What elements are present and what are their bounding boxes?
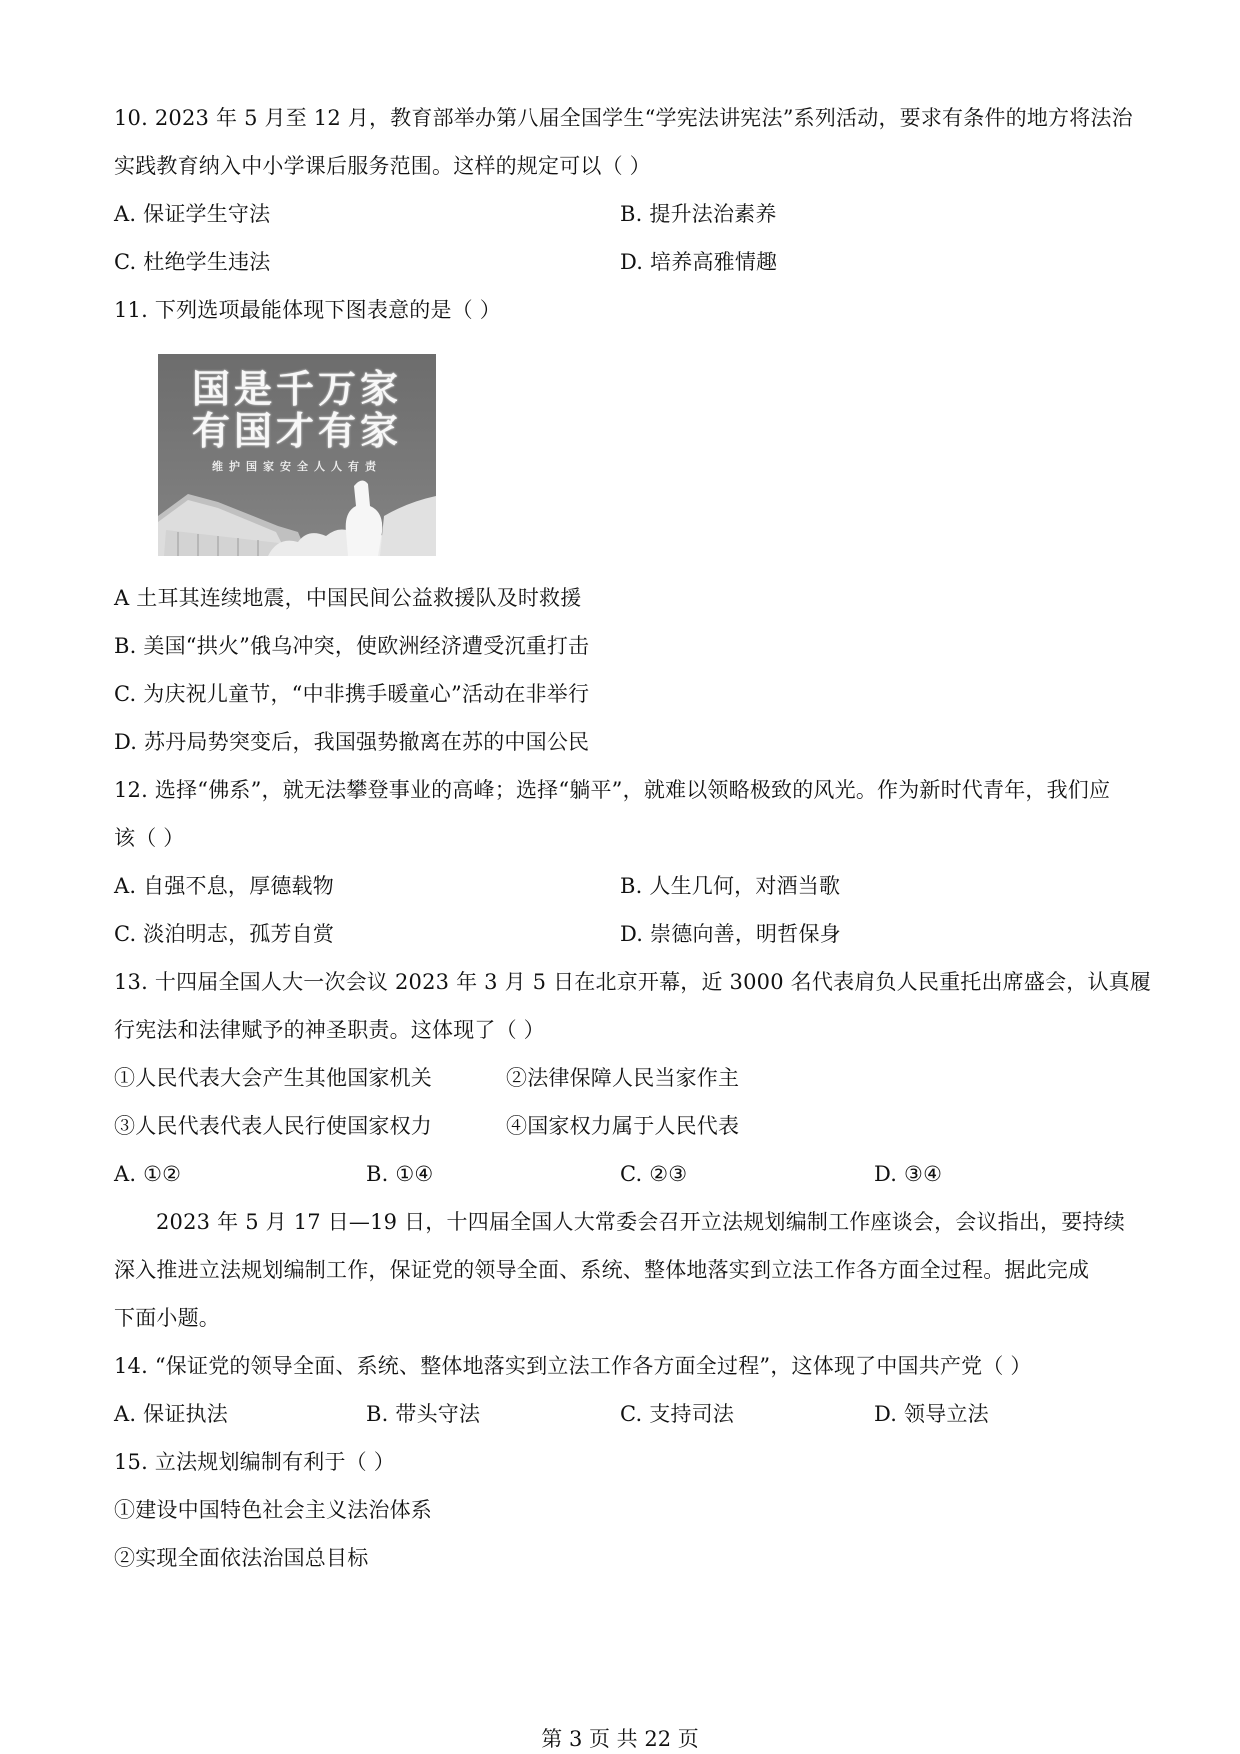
q12-stem-line1: 12. 选择“佛系”，就无法攀登事业的高峰；选择“躺平”，就难以领略极致的风光。作为新时代青年，我们应 <box>114 778 1111 802</box>
q11-poster-image <box>158 354 436 556</box>
q15-stem: 15. 立法规划编制有利于（ ） <box>114 1450 395 1474</box>
q10-option-b: B. 提升法治素养 <box>620 202 777 226</box>
poster-title-line2: 有国才有家 <box>191 408 402 453</box>
tiananmen-scene-illustration <box>158 466 436 556</box>
q13-stem-line1: 13. 十四届全国人大一次会议 2023 年 3 月 5 日在北京开幕，近 3000 名代表肩负人民重托出席盛会，认真履 <box>114 970 1152 994</box>
page-number-footer: 第 3 页 共 22 页 <box>541 1727 699 1751</box>
poster-title-line1: 国是千万家 <box>191 366 402 411</box>
q14-option-b: B. 带头守法 <box>366 1402 481 1426</box>
q13-stem-line2: 行宪法和法律赋予的神圣职责。这体现了（ ） <box>114 1018 545 1042</box>
q11-option-a: A 土耳其连续地震，中国民间公益救援队及时救援 <box>114 586 582 610</box>
q13-option-b: B. ①④ <box>366 1162 434 1186</box>
material-line1: 2023 年 5 月 17 日—19 日，十四届全国人大常委会召开立法规划编制工作座谈会，会议指出，要持续 <box>156 1210 1125 1234</box>
q11-option-d: D. 苏丹局势突变后，我国强势撤离在苏的中国公民 <box>114 730 590 754</box>
q15-statement-2: ②实现全面依法治国总目标 <box>114 1546 369 1570</box>
q14-stem: 14. “保证党的领导全面、系统、整体地落实到立法工作各方面全过程”，这体现了中国共产党（ ） <box>114 1354 1032 1378</box>
q11-option-b: B. 美国“拱火”俄乌冲突，使欧洲经济遭受沉重打击 <box>114 634 590 658</box>
q15-statement-1: ①建设中国特色社会主义法治体系 <box>114 1498 432 1522</box>
q10-option-d: D. 培养高雅情趣 <box>620 250 778 274</box>
q14-option-a: A. 保证执法 <box>114 1402 228 1426</box>
q12-stem-line2: 该（ ） <box>114 826 185 850</box>
q10-option-c: C. 杜绝学生违法 <box>114 250 271 274</box>
q12-option-a: A. 自强不息，厚德载物 <box>114 874 334 898</box>
material-line3: 下面小题。 <box>114 1306 220 1330</box>
q12-option-b: B. 人生几何，对酒当歌 <box>620 874 841 898</box>
q14-option-d: D. 领导立法 <box>874 1402 989 1426</box>
q13-statement-1: ①人民代表大会产生其他国家机关 <box>114 1066 432 1090</box>
q12-option-d: D. 崇德向善，明哲保身 <box>620 922 841 946</box>
q14-option-c: C. 支持司法 <box>620 1402 735 1426</box>
q13-statement-4: ④国家权力属于人民代表 <box>506 1114 740 1138</box>
q10-stem-line2: 实践教育纳入中小学课后服务范围。这样的规定可以（ ） <box>114 154 651 178</box>
q11-option-c: C. 为庆祝儿童节，“中非携手暖童心”活动在非举行 <box>114 682 590 706</box>
q12-option-c: C. 淡泊明志，孤芳自赏 <box>114 922 335 946</box>
q11-stem: 11. 下列选项最能体现下图表意的是（ ） <box>114 298 501 322</box>
material-line2: 深入推进立法规划编制工作，保证党的领导全面、系统、整体地落实到立法工作各方面全过程。据此完成 <box>114 1258 1090 1282</box>
q10-option-a: A. 保证学生守法 <box>114 202 271 226</box>
q10-stem-line1: 10. 2023 年 5 月至 12 月，教育部举办第八届全国学生“学宪法讲宪法”系列活动，要求有条件的地方将法治 <box>114 106 1133 130</box>
q13-option-d: D. ③④ <box>874 1162 943 1186</box>
poster-subtitle: 维护国家安全人人有责 <box>212 460 382 473</box>
q13-statement-3: ③人民代表代表人民行使国家权力 <box>114 1114 432 1138</box>
q13-statement-2: ②法律保障人民当家作主 <box>506 1066 740 1090</box>
q13-option-a: A. ①② <box>114 1162 182 1186</box>
q13-option-c: C. ②③ <box>620 1162 688 1186</box>
